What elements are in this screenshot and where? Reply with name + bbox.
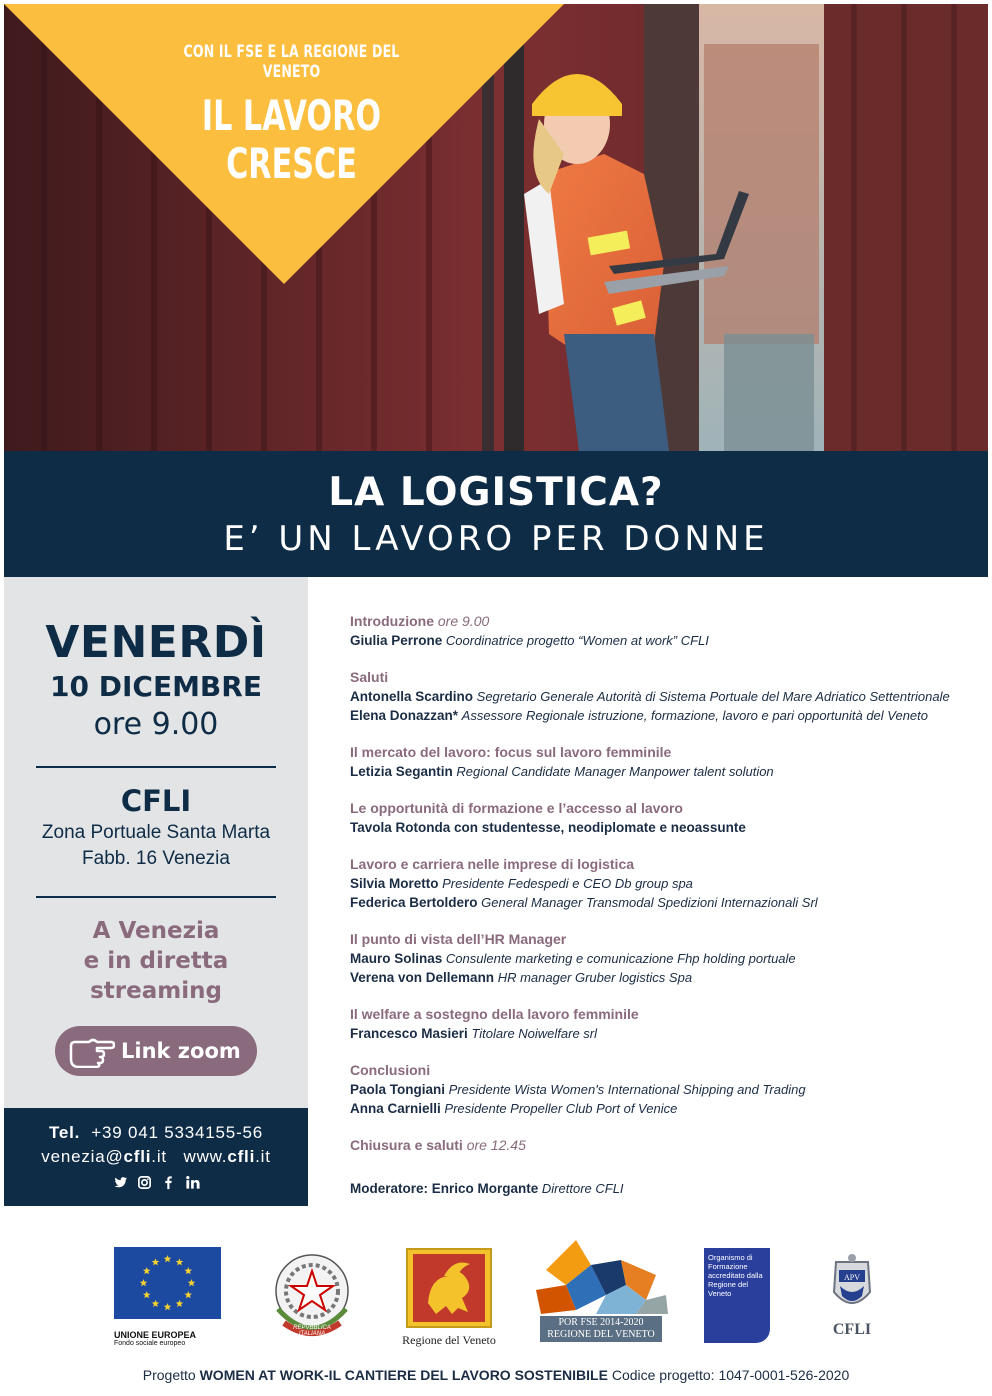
italy-ring-label: REPVBBLICA ITALIANA	[293, 1325, 331, 1337]
speaker-line	[350, 706, 980, 725]
programme-section	[350, 1136, 980, 1155]
event-info-panel	[4, 577, 308, 1108]
programme-section	[350, 799, 980, 837]
streaming-note	[4, 916, 308, 1006]
speaker-name: Mauro Solinas	[350, 951, 443, 966]
speaker-line	[350, 818, 980, 837]
section-title: Il welfare a sostegno della lavoro femminile	[350, 1006, 639, 1022]
programme-section	[350, 1061, 980, 1118]
speaker-role: Presidente Fedespedi e CEO Db group spa	[442, 876, 693, 891]
speaker-role: Titolare Noiwelfare srl	[471, 1026, 598, 1041]
speaker-name: Antonella Scardino	[350, 689, 474, 704]
speaker-role: Regional Candidate Manager Manpower talent solution	[456, 764, 774, 779]
twitter-icon[interactable]	[113, 1175, 128, 1190]
title-banner	[4, 451, 988, 577]
banner-subtitle: E’ UN LAVORO PER DONNE	[223, 519, 769, 559]
programme-section	[350, 612, 980, 650]
programme-section-heading	[350, 1136, 980, 1155]
project-footer	[0, 1367, 992, 1383]
section-title: Chiusura e saluti	[350, 1137, 463, 1153]
divider	[36, 896, 276, 898]
speaker-name: Silvia Moretto	[350, 876, 439, 891]
speaker-name: Tavola Rotonda con studentesse, neodiplomate e neoassunte	[350, 820, 746, 835]
regione-veneto-label: Regione del Veneto	[402, 1333, 496, 1347]
social-links	[4, 1175, 308, 1190]
speaker-role: Consulente marketing e comunicazione Fhp holding portuale	[445, 951, 796, 966]
speaker-role: Presidente Wista Women's International Shipping and Trading	[448, 1082, 806, 1097]
por-line1: POR FSE 2014-2020	[558, 1317, 644, 1328]
email-tld: .it	[151, 1147, 167, 1166]
programme-section	[350, 1005, 980, 1043]
instagram-icon[interactable]	[137, 1175, 152, 1190]
por-line2: REGIONE DEL VENETO	[547, 1329, 655, 1340]
email-user: venezia@	[41, 1147, 124, 1166]
regione-veneto-logo	[388, 1248, 510, 1348]
programme-section	[350, 743, 980, 781]
programme-section-heading	[350, 612, 980, 631]
stream-line1: A Venezia	[92, 918, 220, 944]
speaker-line	[350, 1024, 980, 1043]
cfli-logo	[822, 1252, 882, 1339]
contact-box	[4, 1108, 308, 1206]
divider	[36, 766, 276, 768]
speaker-role: Coordinatrice progetto “Women at work” CFLI	[445, 633, 709, 648]
web-tld: .it	[255, 1147, 271, 1166]
programme-section	[350, 668, 980, 725]
footer-prefix: Progetto	[142, 1367, 196, 1383]
speaker-line	[350, 874, 980, 893]
section-title: Le opportunità di formazione e l’accesso al lavoro	[350, 800, 683, 816]
speaker-name: Paola Tongiani	[350, 1082, 446, 1097]
programme-section-heading	[350, 668, 980, 687]
hero-photo	[4, 4, 988, 451]
italy-emblem-logo	[268, 1249, 356, 1345]
banner-title: LA LOGISTICA?	[328, 470, 664, 515]
web-prefix: www.	[183, 1147, 228, 1166]
cfli-crest-icon	[824, 1252, 880, 1316]
programme-section	[350, 855, 980, 912]
cfli-logo-label: CFLI	[832, 1321, 872, 1338]
stream-line2: e in diretta	[83, 948, 229, 974]
event-address	[4, 820, 308, 872]
programme-section-heading	[350, 743, 980, 762]
speaker-line	[350, 893, 980, 912]
speaker-line	[350, 968, 980, 987]
cfli-badge-text: APV	[843, 1273, 861, 1282]
por-fse-label	[540, 1316, 662, 1342]
eu-label: UNIONE EUROPEA	[114, 1330, 197, 1340]
zoom-link-label: Link zoom	[121, 1039, 241, 1063]
programme-section-heading	[350, 930, 980, 949]
section-title: Il punto di vista dell’HR Manager	[350, 931, 567, 947]
speaker-line	[350, 1080, 980, 1099]
phone-number[interactable]: +39 041 5334155-56	[91, 1123, 264, 1142]
speaker-name: Francesco Masieri	[350, 1026, 468, 1041]
hero-title-line2: CRESCE	[226, 139, 357, 188]
por-fse-logo	[536, 1240, 668, 1344]
stream-line3: streaming	[90, 978, 222, 1004]
footer-project-code: Codice progetto: 1047-0001-526-2020	[611, 1367, 850, 1383]
pointing-hand-icon	[67, 1034, 115, 1068]
contact-web	[4, 1147, 308, 1167]
email-link[interactable]	[41, 1147, 167, 1166]
speaker-role: General Manager Transmodal Spedizioni Internazionali Srl	[481, 895, 818, 910]
hero-subtitle: CON IL FSE E LA REGIONE DEL VENETO	[183, 42, 400, 82]
hero-title	[200, 92, 384, 188]
speaker-name: Elena Donazzan*	[350, 708, 459, 723]
programme-section-heading	[350, 1005, 980, 1024]
speaker-name: Letizia Segantin	[350, 764, 453, 779]
section-title: Il mercato del lavoro: focus sul lavoro femminile	[350, 744, 672, 760]
event-date: 10 DICEMBRE	[50, 670, 262, 703]
programme-section-heading	[350, 855, 980, 874]
programme-section	[350, 1179, 980, 1198]
web-domain: cfli	[227, 1147, 256, 1166]
speaker-role: Assessore Regionale istruzione, formazione, lavoro e pari opportunità del Veneto	[461, 708, 928, 723]
section-title: Introduzione	[350, 613, 434, 629]
organismo-text: Organismo di Formazione accreditato dalla Regione del Veneto	[708, 1253, 763, 1298]
section-time: ore 12.45	[466, 1137, 526, 1153]
address-line1: Zona Portuale Santa Marta	[41, 822, 271, 843]
linkedin-icon[interactable]	[185, 1175, 200, 1190]
speaker-line	[350, 1099, 980, 1118]
email-domain: cfli	[123, 1147, 152, 1166]
speaker-name: Federica Bertoldero	[350, 895, 478, 910]
zoom-link-button[interactable]	[55, 1026, 257, 1076]
speaker-line	[350, 1179, 980, 1198]
event-programme	[350, 612, 980, 1216]
facebook-icon[interactable]	[161, 1175, 176, 1190]
contact-phone	[4, 1123, 308, 1143]
section-title: Lavoro e carriera nelle imprese di logistica	[350, 856, 635, 872]
footer-project-name: WOMEN AT WORK-IL CANTIERE DEL LAVORO SOSTENIBILE	[199, 1367, 608, 1383]
speaker-role: Presidente Propeller Club Port of Venice	[444, 1101, 678, 1116]
event-venue: CFLI	[120, 784, 192, 818]
section-title: Saluti	[350, 669, 389, 685]
hero-title-line1: IL LAVORO	[201, 91, 382, 140]
speaker-name: Verena von Dellemann	[350, 970, 495, 985]
eu-logo	[114, 1247, 222, 1347]
speaker-line	[350, 949, 980, 968]
event-day: VENERDÌ	[45, 617, 267, 668]
programme-section-heading	[350, 1061, 980, 1080]
eu-sub: Fondo sociale europeo	[114, 1340, 186, 1347]
speaker-role: Segretario Generale Autorità di Sistema Portuale del Mare Adriatico Settentrionale	[476, 689, 950, 704]
speaker-line	[350, 687, 980, 706]
speaker-role: HR manager Gruber logistics Spa	[497, 970, 693, 985]
section-title: Conclusioni	[350, 1062, 431, 1078]
section-time: ore 9.00	[437, 613, 490, 629]
address-line2: Fabb. 16 Venezia	[82, 848, 230, 869]
website-link[interactable]	[184, 1147, 271, 1166]
speaker-name: Moderatore: Enrico Morgante	[350, 1181, 539, 1196]
phone-label: Tel.	[48, 1123, 81, 1142]
event-time: ore 9.00	[93, 707, 219, 742]
programme-section	[350, 930, 980, 987]
programme-section-heading	[350, 799, 980, 818]
organismo-formazione-logo	[704, 1248, 770, 1343]
speaker-role: Direttore CFLI	[541, 1181, 624, 1196]
speaker-name: Anna Carnielli	[350, 1101, 441, 1116]
eu-flag-icon	[114, 1247, 221, 1319]
speaker-name: Giulia Perrone	[350, 633, 443, 648]
speaker-line	[350, 631, 980, 650]
lion-of-saint-mark-icon	[388, 1248, 510, 1328]
speaker-line	[350, 762, 980, 781]
por-fse-mosaic-icon	[536, 1240, 668, 1314]
